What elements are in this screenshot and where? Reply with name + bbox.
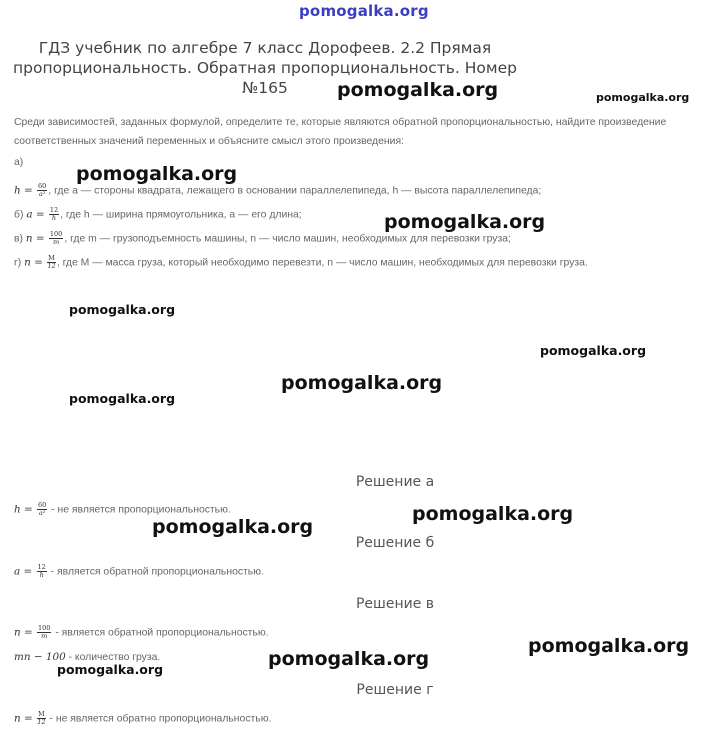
task-d-text: , где M — масса груза, который необходимо перевезти, n — число машин, необходимых для перевозки груза. xyxy=(56,257,588,269)
task-a-line: h = $\frac{60}{\text{a²}}$ , где a — стороны квадрата, лежащего в основании параллелепипеда, h — высота параллелепипеда; xyxy=(14,182,542,198)
solution-a-heading: Решение а xyxy=(355,474,435,490)
watermark: pomogalka.org xyxy=(337,79,499,101)
fraction: $\frac{100}{m}$ xyxy=(38,624,51,640)
watermark: pomogalka.org xyxy=(596,91,690,104)
watermark: pomogalka.org xyxy=(412,503,574,525)
watermark: pomogalka.org xyxy=(76,163,238,185)
solution-b-line: a = $\frac{12}{h}$ - является обратной пропорциональностью. xyxy=(14,563,264,579)
watermark: pomogalka.org xyxy=(69,391,176,406)
task-b-line: б) a = $\frac{12}{h}$ , где h — ширина прямоугольника, a — его длина; xyxy=(14,206,302,222)
watermark: pomogalka.org xyxy=(528,635,690,657)
fraction: $\frac{100}{m}$ xyxy=(49,230,63,246)
fraction: $\frac{60}{\text{a²}}$ xyxy=(38,501,47,517)
solution-c-line: n = $\frac{100}{m}$ - является обратной пропорциональностью. xyxy=(14,624,269,640)
fraction: $\frac{M}{12}$ xyxy=(37,710,46,726)
task-c-text: , где m — грузоподъемность машины, n — число машин, необходимых для перевозки груза; xyxy=(64,233,511,245)
task-a-text: , где a — стороны квадрата, лежащего в основании параллелепипеда, h — высота параллелепипеда; xyxy=(48,185,542,197)
watermark: pomogalka.org xyxy=(540,343,647,358)
fraction: $\frac{M}{12}$ xyxy=(47,254,56,270)
task-b-text: , где h — ширина прямоугольника, a — его длина; xyxy=(60,209,302,221)
solution-d-heading: Решение г xyxy=(356,682,434,698)
watermark: pomogalka.org xyxy=(152,516,314,538)
watermark: pomogalka.org xyxy=(281,372,443,394)
solution-b-heading: Решение б xyxy=(355,535,435,551)
task-intro-line1: Среди зависимостей, заданных формулой, определите те, которые являются обратной пропорциональностью, найдите произведение xyxy=(14,117,667,128)
watermark: pomogalka.org xyxy=(384,211,546,233)
formula-lhs: h xyxy=(14,184,21,197)
watermark: pomogalka.org xyxy=(57,662,164,677)
solution-c-extra: mn − 100 - количество груза. xyxy=(14,651,161,663)
solution-a-line: h = $\frac{60}{\text{a²}}$ - не является пропорциональностью. xyxy=(14,501,231,517)
site-logo[interactable]: pomogalka.org xyxy=(299,2,429,20)
task-a-label: а) xyxy=(14,157,24,168)
task-intro-line2: соответственных значений переменных и объясните смысл этого произведения: xyxy=(14,136,404,147)
watermark: pomogalka.org xyxy=(268,648,430,670)
solution-d-line: n = $\frac{M}{12}$ - не является обратно пропорциональностью. xyxy=(14,710,272,726)
task-c-line: в) n = $\frac{100}{m}$ , где m — грузоподъемность машины, n — число машин, необходимых для перевозки груза; xyxy=(14,230,511,246)
solution-c-heading: Решение в xyxy=(355,596,435,612)
fraction: $\frac{12}{h}$ xyxy=(49,206,59,222)
fraction: $\frac{12}{h}$ xyxy=(37,563,46,579)
fraction: $\frac{60}{\text{a²}}$ xyxy=(38,182,47,198)
task-d-line: г) n = $\frac{M}{12}$ , где M — масса груза, который необходимо перевезти, n — число машин, необходимых для перевозки груза. xyxy=(14,254,588,270)
watermark: pomogalka.org xyxy=(69,302,176,317)
page-title: ГДЗ учебник по алгебре 7 класс Дорофеев. 2.2 Прямая пропорциональность. Обратная пропорциональность. Номер №165 xyxy=(13,39,517,97)
